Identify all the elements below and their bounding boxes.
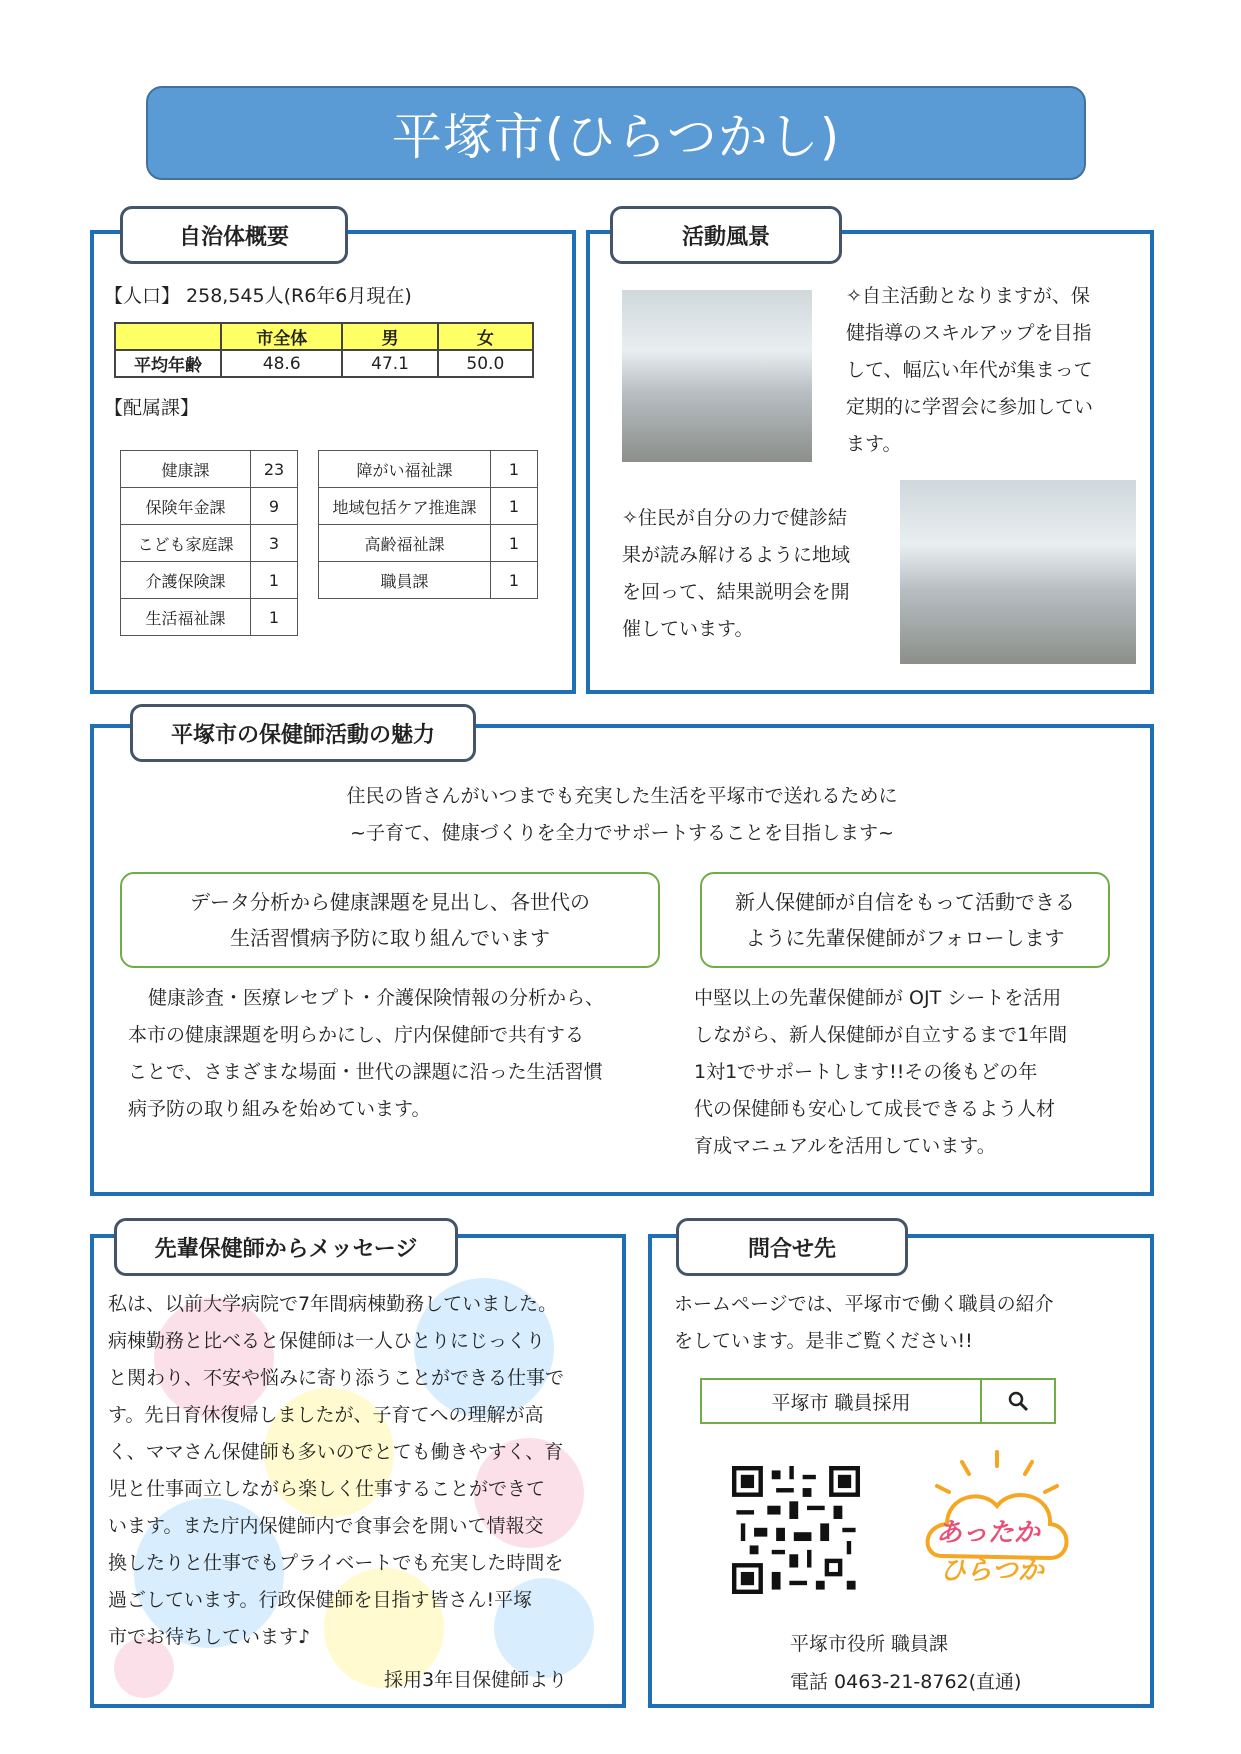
text-line: して、幅広い年代が集まって bbox=[846, 359, 1093, 381]
dept-count: 1 bbox=[251, 562, 298, 599]
age-table-cell: 47.1 bbox=[342, 350, 437, 377]
dept-name: 職員課 bbox=[319, 562, 491, 599]
dept-count: 1 bbox=[491, 525, 538, 562]
dept-name: 保険年金課 bbox=[121, 488, 251, 525]
contact-text bbox=[674, 1286, 1054, 1360]
text-line: 市でお待ちしています♪ bbox=[108, 1626, 311, 1648]
dept-name: 介護保険課 bbox=[121, 562, 251, 599]
message-text bbox=[108, 1286, 564, 1656]
logo-text-2: ひらつか bbox=[940, 1556, 1044, 1586]
text-line: 病予防の取り組みを始めています。 bbox=[128, 1098, 431, 1120]
table-row bbox=[121, 525, 298, 562]
dept-name: 地域包括ケア推進課 bbox=[319, 488, 491, 525]
appeal-body-2 bbox=[694, 980, 1067, 1165]
activity-photo-1 bbox=[622, 290, 812, 462]
table-row bbox=[121, 562, 298, 599]
text-line: 育成マニュアルを活用しています。 bbox=[694, 1135, 996, 1157]
search-button[interactable] bbox=[980, 1380, 1054, 1422]
message-signature: 採用3年目保健師より bbox=[384, 1669, 568, 1691]
age-table-header bbox=[115, 323, 221, 350]
text-line: 催しています。 bbox=[622, 618, 754, 640]
search-box[interactable] bbox=[700, 1378, 1056, 1424]
dept-name: 高齢福祉課 bbox=[319, 525, 491, 562]
text-line: ことで、さまざまな場面・世代の課題に沿った生活習慣 bbox=[128, 1061, 603, 1083]
activity-photo-2 bbox=[900, 480, 1136, 664]
dept-name: 健康課 bbox=[121, 451, 251, 488]
dept-name: 生活福祉課 bbox=[121, 599, 251, 636]
lead-line: 住民の皆さんがいつまでも充実した生活を平塚市で送れるために bbox=[346, 785, 898, 807]
text-line: ホームページでは、平塚市で働く職員の紹介 bbox=[674, 1293, 1054, 1315]
table-row bbox=[121, 488, 298, 525]
contact-office: 平塚市役所 職員課 bbox=[790, 1633, 949, 1655]
text-line: 中堅以上の先輩保健師が OJT シートを活用 bbox=[694, 987, 1062, 1009]
box-line: 新人保健師が自信をもって活動できる bbox=[735, 890, 1075, 914]
appeal-box-1 bbox=[120, 872, 660, 968]
dept-count: 1 bbox=[491, 451, 538, 488]
age-table-cell: 平均年齢 bbox=[115, 350, 221, 377]
dept-count: 1 bbox=[491, 488, 538, 525]
text-line: 定期的に学習会に参加してい bbox=[846, 396, 1094, 418]
overview-tab: 自治体概要 bbox=[120, 206, 348, 264]
qr-code[interactable] bbox=[732, 1466, 860, 1594]
text-line: 代の保健師も安心して成長できるよう人材 bbox=[694, 1098, 1056, 1120]
dept-name: 障がい福祉課 bbox=[319, 451, 491, 488]
dept-count: 1 bbox=[251, 599, 298, 636]
city-logo bbox=[912, 1446, 1082, 1606]
text-line: 過ごしています。行政保健師を目指す皆さん!平塚 bbox=[108, 1589, 533, 1611]
text-line: 児と仕事両立しながら楽しく仕事することができて bbox=[108, 1478, 546, 1500]
text-line: 私は、以前大学病院で7年間病棟勤務していました。 bbox=[108, 1293, 558, 1315]
dept-count: 3 bbox=[251, 525, 298, 562]
age-table-header: 男 bbox=[342, 323, 437, 350]
dept-name: こども家庭課 bbox=[121, 525, 251, 562]
activity-text-1 bbox=[846, 278, 1093, 463]
lead-line: ~子育て、健康づくりを全力でサポートすることを目指します~ bbox=[350, 822, 894, 844]
age-table-header: 女 bbox=[438, 323, 533, 350]
dept-table-left bbox=[120, 450, 298, 636]
table-row bbox=[121, 599, 298, 636]
dept-count: 1 bbox=[491, 562, 538, 599]
text-line: 本市の健康課題を明らかにし、庁内保健師で共有する bbox=[128, 1024, 585, 1046]
activity-text-2 bbox=[622, 500, 850, 648]
text-line: 健指導のスキルアップを目指 bbox=[846, 322, 1092, 344]
text-line: ます。 bbox=[846, 433, 902, 455]
appeal-box-2 bbox=[700, 872, 1110, 968]
dept-count: 9 bbox=[251, 488, 298, 525]
text-line: をしています。是非ご覧ください!! bbox=[674, 1330, 973, 1352]
dept-count: 23 bbox=[251, 451, 298, 488]
text-line: しながら、新人保健師が自立するまで1年間 bbox=[694, 1024, 1068, 1046]
text-line: 1対1でサポートします!!その後もどの年 bbox=[694, 1061, 1038, 1083]
text-line: を回って、結果説明会を開 bbox=[622, 581, 850, 603]
contact-tab: 問合せ先 bbox=[676, 1218, 908, 1276]
box-line: ように先輩保健師がフォローします bbox=[745, 926, 1065, 950]
text-line: 病棟勤務と比べると保健師は一人ひとりにじっくり bbox=[108, 1330, 546, 1352]
appeal-tab: 平塚市の保健師活動の魅力 bbox=[130, 704, 476, 762]
population-text: 【人口】 258,545人(R6年6月現在) bbox=[104, 285, 412, 307]
activity-tab: 活動風景 bbox=[610, 206, 842, 264]
appeal-body-1 bbox=[128, 980, 604, 1128]
text-line: く、ママさん保健師も多いのでとても働きやすく、育 bbox=[108, 1441, 564, 1463]
page-title: 平塚市(ひらつかし) bbox=[146, 86, 1086, 180]
text-line: と関わり、不安や悩みに寄り添うことができる仕事で bbox=[108, 1367, 565, 1389]
text-line: ✧自主活動となりますが、保 bbox=[846, 285, 1090, 307]
text-line: 果が読み解けるように地域 bbox=[622, 544, 851, 566]
text-line: います。また庁内保健師内で食事会を開いて情報交 bbox=[108, 1515, 544, 1537]
text-line: 健康診査・医療レセプト・介護保険情報の分析から、 bbox=[148, 987, 605, 1009]
dept-table-right bbox=[318, 450, 538, 599]
search-icon bbox=[1006, 1389, 1030, 1413]
age-table bbox=[114, 322, 534, 378]
table-row bbox=[319, 488, 538, 525]
box-line: データ分析から健康課題を見出し、各世代の bbox=[190, 890, 590, 914]
table-row bbox=[121, 451, 298, 488]
logo-text-1: あったか bbox=[936, 1518, 1040, 1548]
text-line: ✧住民が自分の力で健診結 bbox=[622, 507, 847, 529]
message-tab: 先輩保健師からメッセージ bbox=[114, 1218, 458, 1276]
age-table-cell: 50.0 bbox=[438, 350, 533, 377]
appeal-lead bbox=[90, 778, 1154, 852]
box-line: 生活習慣病予防に取り組んでいます bbox=[230, 926, 550, 950]
table-row bbox=[319, 525, 538, 562]
text-line: す。先日育休復帰しましたが、子育てへの理解が高 bbox=[108, 1404, 544, 1426]
table-row bbox=[319, 562, 538, 599]
table-row bbox=[319, 451, 538, 488]
age-table-header: 市全体 bbox=[221, 323, 342, 350]
text-line: 換したりと仕事でもプライベートでも充実した時間を bbox=[108, 1552, 564, 1574]
dept-heading: 【配属課】 bbox=[104, 397, 200, 419]
search-input[interactable]: 平塚市 職員採用 bbox=[771, 1391, 911, 1414]
contact-phone: 電話 0463-21-8762(直通) bbox=[790, 1671, 1022, 1693]
age-table-cell: 48.6 bbox=[221, 350, 342, 377]
